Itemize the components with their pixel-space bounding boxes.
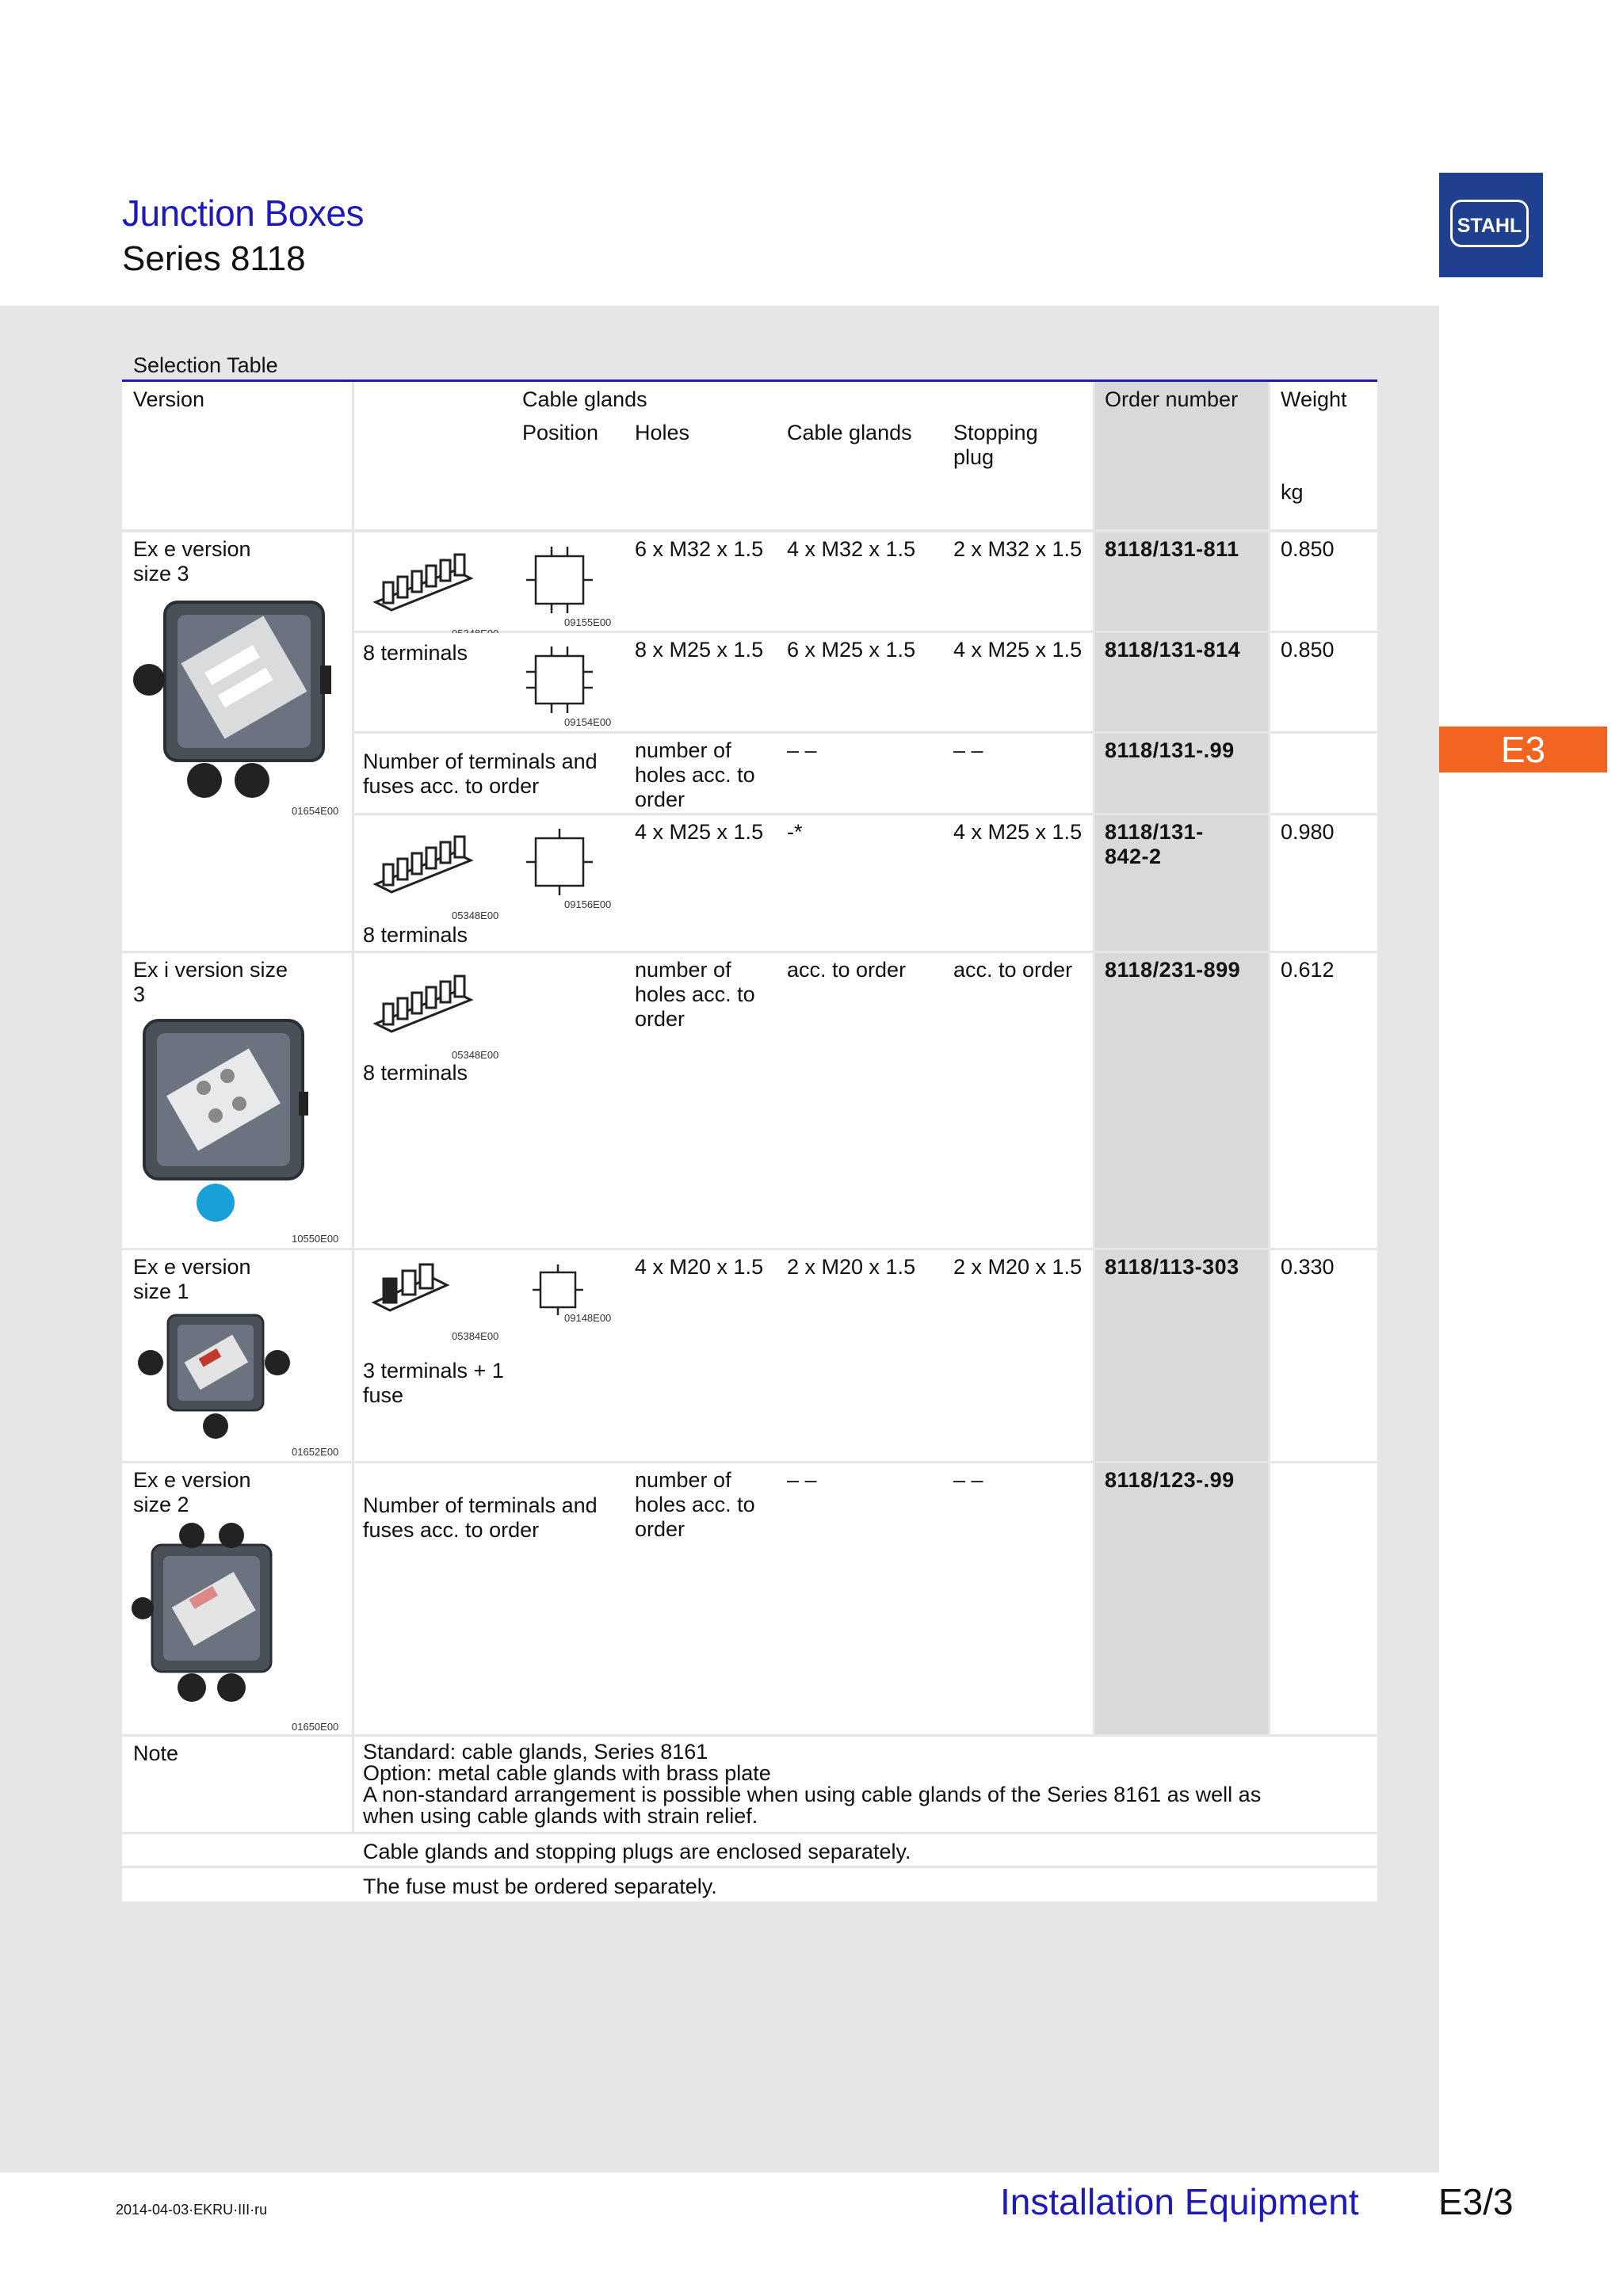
version-label: Ex e version size 1 xyxy=(133,1255,251,1303)
note-extra-1: Cable glands and stopping plugs are enclosed separately. xyxy=(363,1840,911,1863)
holes: number of holes acc. to order xyxy=(635,958,755,1031)
note-label: Note xyxy=(133,1741,179,1765)
weight: 0.612 xyxy=(1281,958,1335,982)
col-version: Version xyxy=(133,387,205,411)
weight-cell xyxy=(1270,953,1377,1248)
weight: 0.850 xyxy=(1281,537,1335,561)
order-number[interactable]: 8118/131-814 xyxy=(1105,638,1241,662)
col-position: Position xyxy=(522,421,599,444)
weight: 0.850 xyxy=(1281,638,1335,662)
stopping-plug: 2 x M20 x 1.5 xyxy=(953,1255,1083,1279)
order-cell xyxy=(1095,1250,1268,1461)
stopping-plug: 4 x M25 x 1.5 xyxy=(953,820,1083,844)
position-diagram-icon xyxy=(526,829,593,895)
stopping-plug: 2 x M32 x 1.5 xyxy=(953,537,1083,561)
order-number[interactable]: 8118/131-842-2 xyxy=(1105,820,1204,868)
terminal-code: 05384E00 xyxy=(452,1330,499,1342)
order-cell xyxy=(1095,953,1268,1248)
position-code: 09156E00 xyxy=(564,898,612,910)
config: Number of terminals and fuses acc. to order xyxy=(363,1493,598,1542)
table-caption: Selection Table xyxy=(133,353,278,377)
note-line-4: when using cable glands with strain relief. xyxy=(363,1804,758,1828)
version-label: Ex i version size 3 xyxy=(133,958,288,1006)
cable-glands: 6 x M25 x 1.5 xyxy=(787,638,916,662)
cable-glands: – – xyxy=(787,738,817,762)
row-8118-113-303 xyxy=(354,1250,1093,1461)
junction-box-size3-photo xyxy=(133,586,349,808)
note-row-fuse xyxy=(122,1868,1377,1901)
weight-cell xyxy=(1270,1250,1377,1461)
page-subtitle: Series 8118 xyxy=(122,239,306,278)
cable-glands: 4 x M32 x 1.5 xyxy=(787,537,916,561)
terminal-fuse-icon xyxy=(368,1255,455,1326)
config: 8 terminals xyxy=(363,1061,468,1085)
junction-box-size2-photo xyxy=(136,1521,287,1711)
note-line-3: A non-standard arrangement is possible when using cable glands of the Series 8161 as well as xyxy=(363,1783,1262,1806)
logo-text: STAHL xyxy=(1450,200,1529,247)
terminal-strip-icon xyxy=(368,539,479,626)
section-tab[interactable]: E3 xyxy=(1439,727,1607,772)
config: 8 terminals xyxy=(363,923,468,947)
note-line-2: Option: metal cable glands with brass plate xyxy=(363,1761,771,1785)
cable-glands: -* xyxy=(787,820,803,844)
holes: 4 x M20 x 1.5 xyxy=(635,1255,764,1279)
position-diagram-icon xyxy=(526,547,593,613)
stopping-plug: – – xyxy=(953,738,983,762)
holes: number of holes acc. to order xyxy=(635,738,755,811)
image-code: 01650E00 xyxy=(292,1721,339,1733)
terminal-code: 05348E00 xyxy=(452,1049,499,1061)
order-number[interactable]: 8118/131-.99 xyxy=(1105,738,1235,762)
col-stopping-plug: Stopping plug xyxy=(953,421,1038,469)
col-order-number: Order number xyxy=(1105,387,1239,411)
terminal-code: 05348E00 xyxy=(452,910,499,921)
col-cable-glands: Cable glands xyxy=(787,421,912,444)
stopping-plug: acc. to order xyxy=(953,958,1073,982)
col-holes: Holes xyxy=(635,421,690,444)
weight: 0.980 xyxy=(1281,820,1335,844)
holes: 6 x M32 x 1.5 xyxy=(635,537,764,561)
order-cell xyxy=(1095,1463,1268,1734)
stopping-plug: 4 x M25 x 1.5 xyxy=(953,638,1083,662)
terminal-strip-icon xyxy=(368,821,479,908)
col-weight: Weight xyxy=(1281,387,1347,411)
cable-glands: – – xyxy=(787,1468,817,1492)
page-title: Junction Boxes xyxy=(122,193,364,234)
config: 8 terminals xyxy=(363,641,468,665)
order-number[interactable]: 8118/123-.99 xyxy=(1105,1468,1235,1492)
col-weight-unit: kg xyxy=(1281,480,1304,504)
order-number[interactable]: 8118/113-303 xyxy=(1105,1255,1239,1279)
holes: number of holes acc. to order xyxy=(635,1468,755,1541)
order-number[interactable]: 8118/231-899 xyxy=(1105,958,1241,982)
holes: 8 x M25 x 1.5 xyxy=(635,638,764,662)
order-number[interactable]: 8118/131-811 xyxy=(1105,537,1239,561)
image-code: 01654E00 xyxy=(292,805,339,817)
stopping-plug: – – xyxy=(953,1468,983,1492)
note-line-1: Standard: cable glands, Series 8161 xyxy=(363,1740,708,1764)
position-code: 09154E00 xyxy=(564,716,612,728)
config: 3 terminals + 1 fuse xyxy=(363,1359,504,1407)
weight-cell xyxy=(1270,734,1377,813)
note-extra-2: The fuse must be ordered separately. xyxy=(363,1875,717,1898)
version-label: Ex e version size 3 xyxy=(133,537,251,585)
col-cable-glands-group: Cable glands xyxy=(522,387,647,411)
position-code: 09155E00 xyxy=(564,616,612,628)
position-diagram-icon xyxy=(533,1264,583,1315)
footer-section: Installation Equipment xyxy=(1000,2181,1359,2222)
position-code: 09148E00 xyxy=(564,1312,612,1324)
weight: 0.330 xyxy=(1281,1255,1335,1279)
position-diagram-icon xyxy=(526,646,593,713)
footer-page-number: E3/3 xyxy=(1438,2181,1514,2222)
image-code: 10550E00 xyxy=(292,1233,339,1245)
terminal-strip-icon xyxy=(368,960,479,1047)
version-label: Ex e version size 2 xyxy=(133,1468,251,1516)
cable-glands: acc. to order xyxy=(787,958,907,982)
junction-box-size1-photo xyxy=(136,1307,287,1442)
junction-box-ex-i-photo xyxy=(136,1013,311,1226)
image-code: 01652E00 xyxy=(292,1446,339,1458)
holes: 4 x M25 x 1.5 xyxy=(635,820,764,844)
config: Number of terminals and fuses acc. to order xyxy=(363,749,598,798)
footer-date-code: 2014-04-03·EKRU·III·ru xyxy=(116,2202,268,2218)
cable-glands: 2 x M20 x 1.5 xyxy=(787,1255,916,1279)
weight-cell xyxy=(1270,1463,1377,1734)
stahl-logo xyxy=(1439,173,1543,277)
